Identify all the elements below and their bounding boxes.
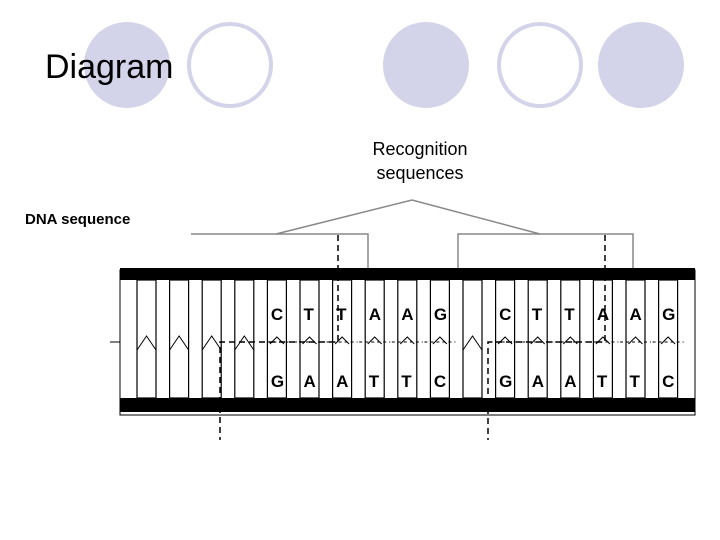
- bottom-strand-base: T: [368, 372, 380, 391]
- dna-sequence-label: DNA sequence: [25, 211, 131, 228]
- bottom-strand-base: T: [401, 372, 412, 391]
- bottom-strand-base: A: [531, 372, 544, 391]
- top-strand-base: A: [368, 305, 381, 324]
- base-pair: [137, 280, 156, 398]
- top-strand-base: A: [401, 305, 414, 324]
- top-strand-base: A: [629, 305, 642, 324]
- bottom-strand-base: T: [629, 372, 640, 391]
- bottom-strand-base: A: [564, 372, 577, 391]
- bottom-strand-base: A: [336, 372, 349, 391]
- base-pair: [170, 280, 189, 398]
- top-strand-base: T: [336, 305, 347, 324]
- base-pair: [463, 280, 482, 398]
- top-strand-base: T: [564, 305, 575, 324]
- recognition-label-line2: sequences: [376, 163, 464, 183]
- base-pair: [235, 280, 254, 398]
- top-strand-base: C: [499, 305, 512, 324]
- bottom-strand-base: T: [596, 372, 608, 391]
- base-pair: [202, 280, 221, 398]
- top-strand-base: A: [596, 305, 610, 324]
- top-strand-base: C: [270, 305, 284, 324]
- recognition-pointer: [191, 200, 633, 268]
- bottom-strand-base: C: [433, 372, 447, 391]
- slide-title: Diagram: [45, 48, 174, 86]
- bottom-strand-base: G: [270, 372, 285, 391]
- bottom-strand-base: C: [662, 372, 675, 391]
- recognition-label-line1: Recognition: [372, 139, 468, 159]
- bottom-strand-base: A: [303, 372, 316, 391]
- top-strand-base: T: [531, 305, 543, 324]
- bottom-strand-base: G: [499, 372, 513, 391]
- top-strand-base: G: [662, 305, 676, 324]
- top-strand-base: G: [433, 305, 448, 324]
- top-strand-base: T: [303, 305, 314, 324]
